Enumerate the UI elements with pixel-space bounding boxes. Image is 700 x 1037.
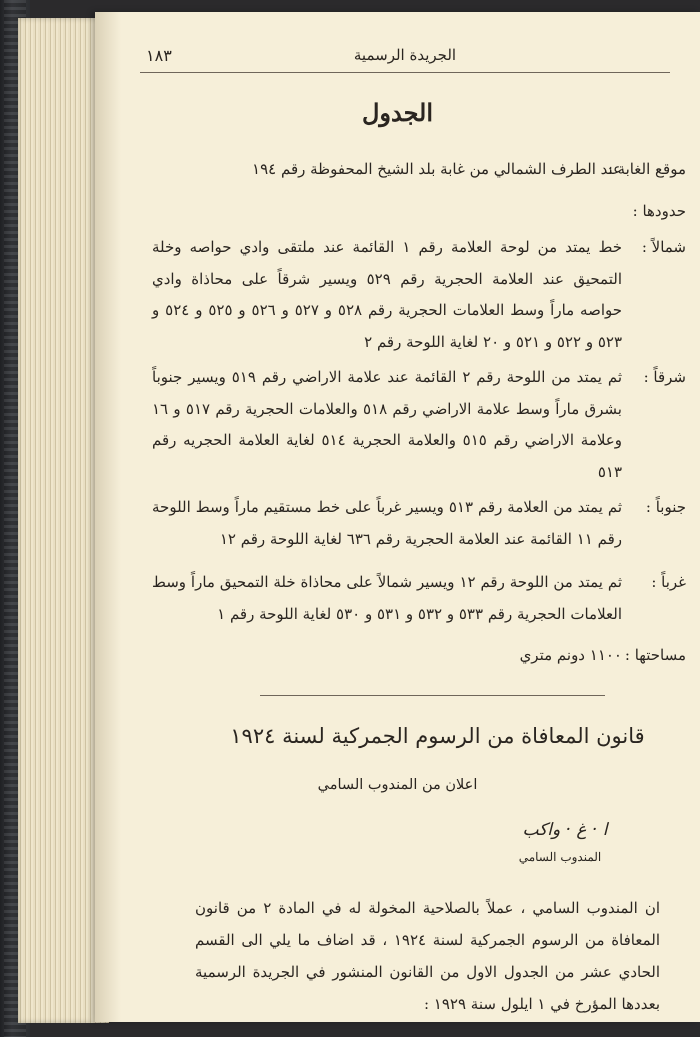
south-label: جنوباً : (645, 498, 686, 516)
journal-name: الجريدة الرسمية (353, 46, 457, 64)
table-heading: الجدول (361, 98, 434, 127)
location-label: موقع الغابة : (607, 160, 686, 178)
law-title: قانون المعافاة من الرسوم الجمركية لسنة ١٩٢٤ (230, 724, 645, 748)
section-divider (260, 695, 605, 696)
document-page (95, 12, 700, 1022)
signature-name: ا · غ · واكب (522, 820, 608, 840)
page-number: ١٨٣ (146, 46, 172, 65)
south-text: ثم يمتد من العلامة رقم ٥١٣ ويسير غرباً على خط مستقيم ماراً وسط اللوحة رقم ١١ القائمة عند العلامة الحجرية رقم ٦٣٦ لغاية اللوحة رقم ١٢ (152, 498, 622, 548)
signature-title: المندوب السامي (518, 850, 602, 864)
location-text: عند الطرف الشمالي من غابة بلد الشيخ المحفوظة رقم ١٩٤ (252, 160, 622, 178)
east-label: شرقاً : (643, 368, 686, 386)
announcement: اعلان من المندوب السامي (317, 777, 478, 793)
running-head (140, 46, 670, 73)
body-paragraph: ان المندوب السامي ، عملاً بالصلاحية المخولة له في المادة ٢ من قانون المعافاة من الرسوم الجمركية لسنة ١٩٢٤ ، قد اضاف ما يلي الى القسم الحادي عشر من الجدول الاول من القانون المنشور في الجريدة الرسمية بعددها المؤرخ في ١ ايلول سنة ١٩٢٩ : (195, 899, 661, 1013)
west-label: غرباً : (651, 573, 686, 591)
east-text: ثم يمتد من اللوحة رقم ٢ القائمة عند علامة الاراضي رقم ٥١٩ ويسير جنوباً بشرق ماراً وسط علامة الاراضي رقم ٥١٨ والعلامات الحجرية رقم ٥١٧ و ١٦ وعلامة الاراضي رقم ٥١٥ والعلامة الحجرية ٥١٤ لغاية العلامة الحجريه رقم ٥١٣ (152, 368, 622, 481)
boundaries-label: حدودها : (632, 202, 686, 220)
west-text: ثم يمتد من اللوحة رقم ١٢ ويسير شمالاً على محاذاة خلة التمحيق ماراً وسط العلامات الحجرية رقم ٥٣٣ و ٥٣٢ و ٥٣١ و ٥٣٠ لغاية اللوحة رقم ١ (152, 573, 622, 623)
area-label: مساحتها : (624, 646, 686, 664)
north-label: شمالاً : (641, 238, 686, 256)
area-text: ١١٠٠ دونم متري (519, 646, 622, 664)
north-text: خط يمتد من لوحة العلامة رقم ١ القائمة عند ملتقى وادي حواصه وخلة التمحيق عند العلامة الحجرية رقم ٥٢٩ ويسير شرقاً على محاذاة وادي حواصه ماراً وسط العلامات الحجرية رقم ٥٢٨ و ٥٢٧ و ٥٢٦ و ٥٢٥ و ٥٢٤ و ٥٢٣ و ٥٢٢ و ٥٢١ و ٢٠ لغاية اللوحة رقم ٢ (152, 238, 623, 351)
